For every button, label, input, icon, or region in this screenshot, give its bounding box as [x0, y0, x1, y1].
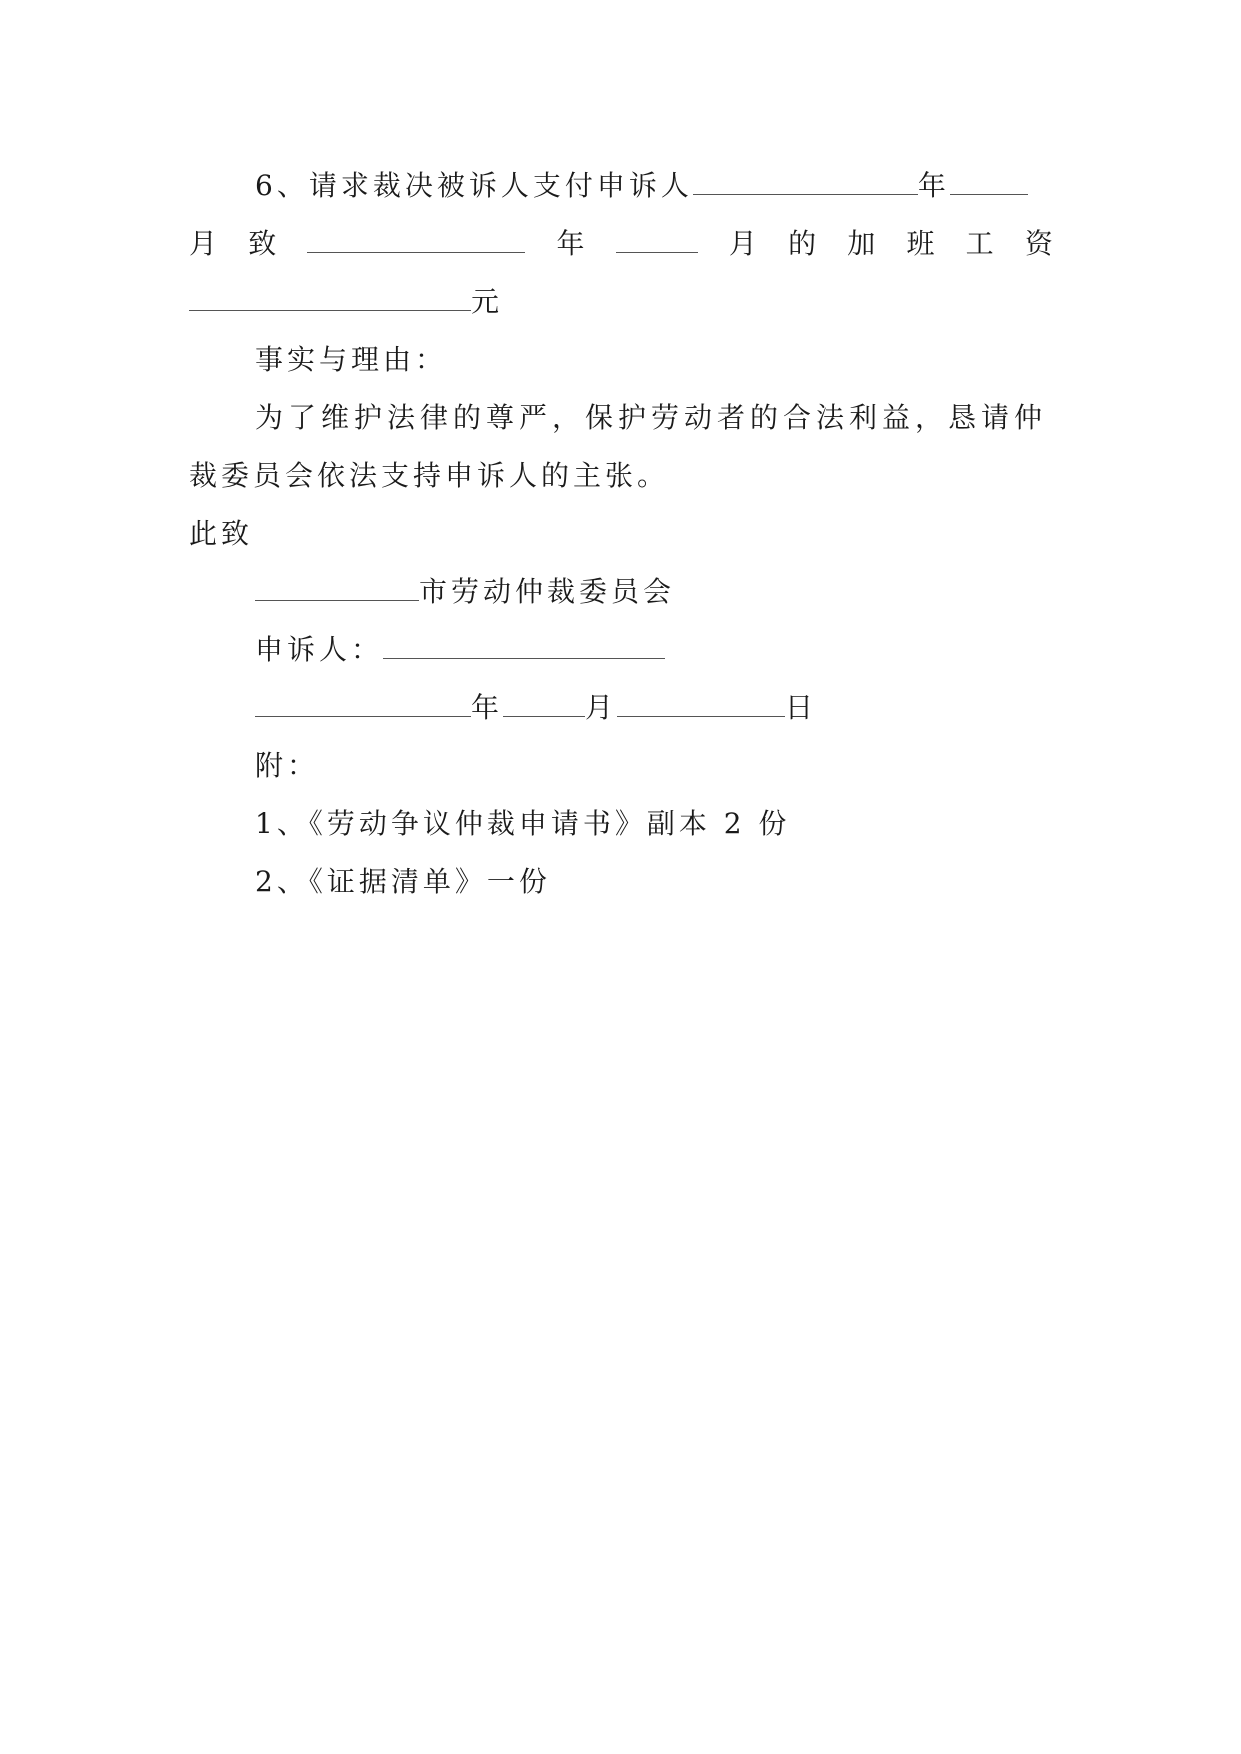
item6-yuan: 元	[471, 285, 504, 318]
blank-field[interactable]	[307, 226, 525, 253]
item6-line3	[189, 282, 503, 322]
item6-char: 的	[788, 227, 817, 260]
item6-to: 致	[248, 227, 277, 260]
blank-field[interactable]	[189, 284, 471, 311]
item6-char: 加	[847, 227, 876, 260]
attachments-label: 附：	[255, 749, 320, 782]
item6-prefix: 6、请求裁决被诉人支付申诉人	[255, 169, 693, 202]
blank-field[interactable]	[255, 574, 419, 601]
item6-char: 班	[906, 227, 935, 260]
recipient-suffix: 市劳动仲裁委员会	[419, 575, 676, 608]
date-month: 月	[585, 691, 618, 724]
item6-line1	[255, 166, 1028, 206]
item6-char: 资	[1024, 227, 1053, 260]
facts-body-line2: 裁委员会依法支持申诉人的主张。	[189, 459, 670, 492]
item6-year1: 年	[917, 169, 950, 202]
complainant-label: 申诉人：	[255, 633, 384, 666]
blank-field[interactable]	[950, 168, 1028, 195]
recipient-line	[255, 572, 675, 612]
blank-field[interactable]	[617, 690, 785, 717]
complainant-line	[255, 630, 665, 670]
facts-body-line1: 为了维护法律的尊严，保护劳动者的合法利益，恳请仲	[255, 401, 1048, 434]
facts-heading: 事实与理由：	[255, 343, 448, 376]
attachment-item-1: 1、《劳动争议仲裁申请书》副本 2 份	[255, 807, 791, 840]
date-year: 年	[471, 691, 504, 724]
document-page	[189, 0, 1053, 1754]
item6-year2: 年	[556, 227, 585, 260]
blank-field[interactable]	[616, 226, 698, 253]
blank-field[interactable]	[383, 632, 665, 659]
item6-char: 月	[728, 227, 757, 260]
blank-field[interactable]	[503, 690, 585, 717]
blank-field[interactable]	[693, 168, 918, 195]
date-line	[255, 688, 817, 728]
item6-line2	[189, 224, 1053, 264]
attachment-item-2: 2、《证据清单》一份	[255, 865, 551, 898]
item6-month1: 月	[189, 227, 218, 260]
item6-char: 工	[965, 227, 994, 260]
salutation: 此致	[189, 517, 254, 550]
date-day: 日	[785, 691, 818, 724]
blank-field[interactable]	[255, 690, 471, 717]
